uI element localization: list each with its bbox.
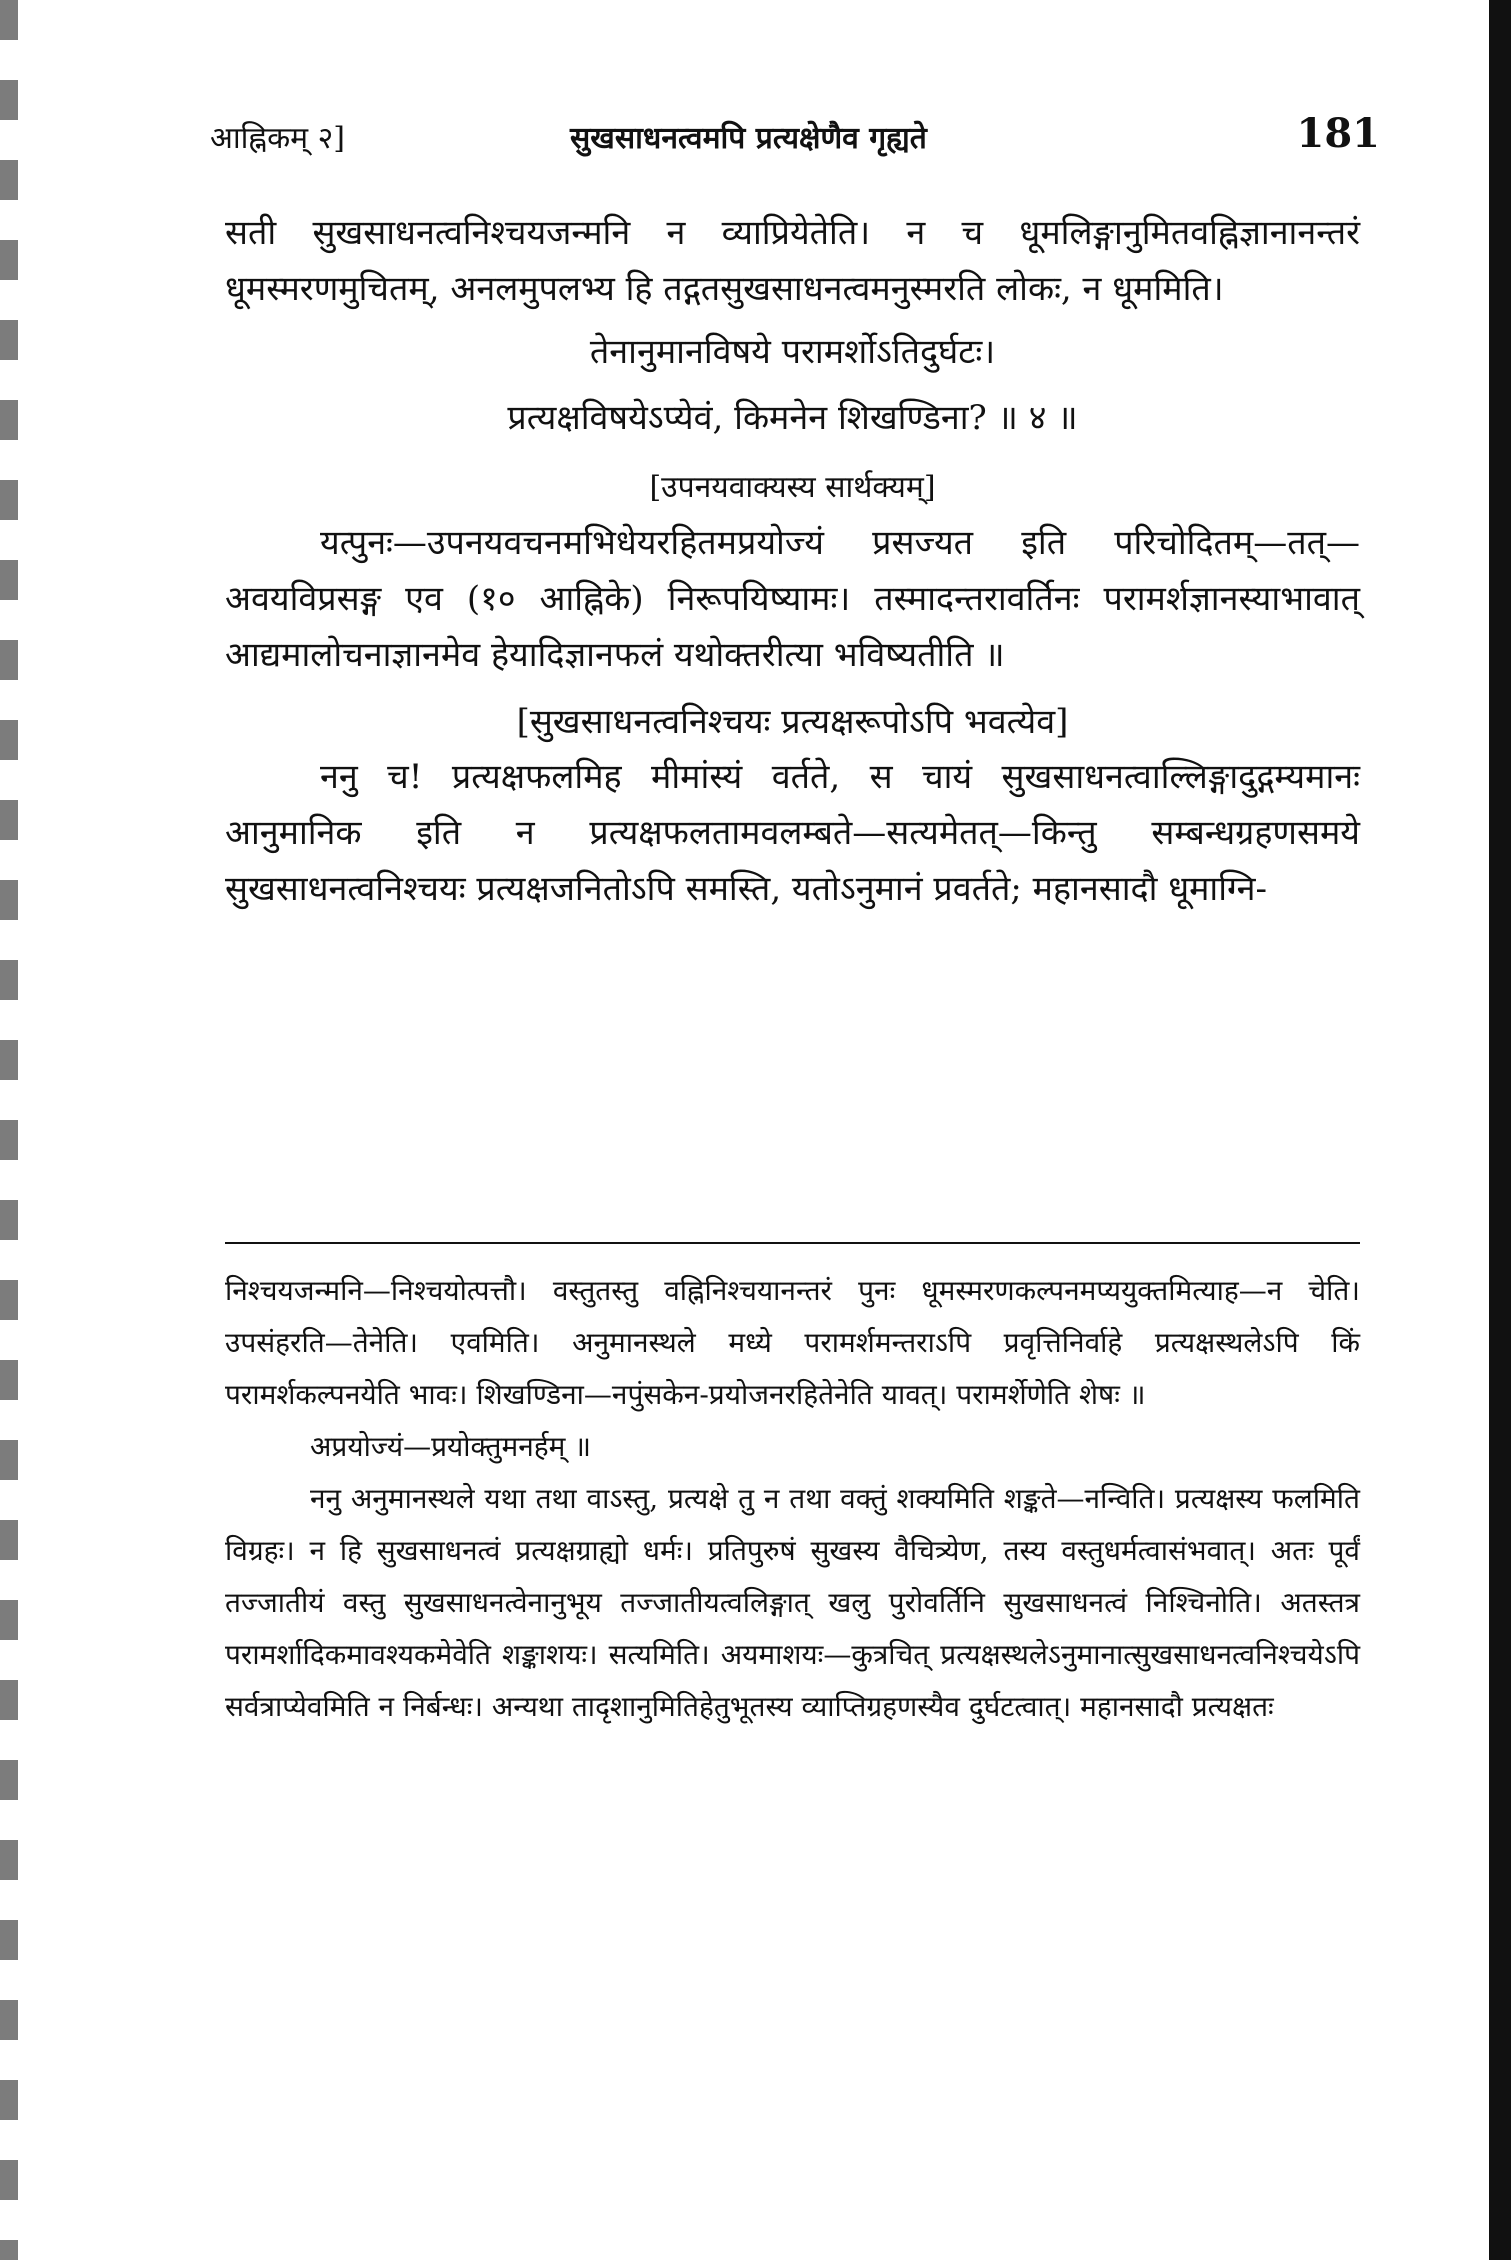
verse-line-1: तेनानुमानविषये परामर्शोऽतिदुर्घटः।	[589, 332, 996, 372]
verse-line-2: प्रत्यक्षविषयेऽप्येवं, किमनेन शिखण्डिना? ॥ ४ ॥	[507, 398, 1078, 438]
footnote-3: ननु अनुमानस्थले यथा तथा वाऽस्तु, प्रत्यक्षे तु न तथा वक्तुं शक्यमिति शङ्कते—नन्विति। प्रत्यक्षस्य फलमिति विग्रहः। न हि सुखसाधनत्वं प्रत्यक्षग्राह्यो धर्मः। प्रतिपुरुषं सुखस्य वैचित्र्येण, तस्य वस्तुधर्मत्वासंभवात्। अतः पूर्वं तज्जातीयं वस्तु सुखसाधनत्वेनानुभूय तज्जातीयत्वलिङ्गात् खलु पुरोवर्तिनि सुखसाधनत्वं निश्चिनोति। अतस्तत्र परामर्शादिकमावश्यकमेवेति शङ्काशयः। सत्यमिति। अयमाशयः—कुत्रचित् प्रत्यक्षस्थलेऽनुमानात्सुखसाधनत्वनिश्चयेऽपि सर्वत्राप्येवमिति न निर्बन्धः। अन्यथा तादृशानुमितिहेतुभूतस्य व्याप्तिग्रहणस्यैव दुर्घटत्वात्। महानसादौ प्रत्यक्षतः	[225, 1482, 1360, 1723]
footnote-2: अप्रयोज्यं—प्रयोक्तुमनर्हम् ॥	[310, 1430, 592, 1463]
footnote-1: निश्चयजन्मनि—निश्चयोत्पत्तौ। वस्तुतस्तु वह्निनिश्चयानन्तरं पुनः धूमस्मरणकल्पनमप्ययुक्तमित्याह—न चेति। उपसंहरति—तेनेति। एवमिति। अनुमानस्थले मध्ये परामर्शमन्तराऽपि प्रवृत्तिनिर्वाहे प्रत्यक्षस्थलेऽपि किं परामर्शकल्पनयेति भावः। शिखण्डिना—नपुंसकेन-प्रयोजनरहितेनेति यावत्। परामर्शेणेति शेषः ॥	[225, 1274, 1360, 1411]
running-title: सुखसाधनत्वमपि प्रत्यक्षेणैव गृह्यते	[570, 121, 927, 156]
page-edge	[1489, 0, 1511, 2260]
section-heading-2: [सुखसाधनत्वनिश्चयः प्रत्यक्षरूपोऽपि भवत्येव]	[516, 702, 1069, 742]
paragraph-2: यत्पुनः—उपनयवचनमभिधेयरहितमप्रयोज्यं प्रसज्यत इति परिचोदितम्—तत्—अवयविप्रसङ्ग एव (१० आह्निके) निरूपयिष्यामः। तस्मादन्तरावर्तिनः परामर्शज्ञानस्याभावात् आद्यमालोचनाज्ञानमेव हेयादिज्ञानफलं यथोक्तरीत्या भविष्यतीति ॥	[225, 523, 1360, 675]
binding-shadow	[0, 0, 18, 2260]
footnote-rule	[225, 1242, 1360, 1244]
running-header	[210, 110, 1380, 160]
paragraph-3: ननु च! प्रत्यक्षफलमिह मीमांस्यं वर्तते, स चायं सुखसाधनत्वाल्लिङ्गादुद्गम्यमानः आनुमानिक इति न प्रत्यक्षफलतामवलम्बते—सत्यमेतत्—किन्तु सम्बन्धग्रहणसमये सुखसाधनत्वनिश्चयः प्रत्यक्षजनितोऽपि समस्ति, यतोऽनुमानं प्रवर्तते; महानसादौ धूमाग्नि-	[225, 757, 1360, 909]
section-heading-1: [उपनयवाक्यस्य सार्थक्यम्]	[649, 470, 936, 505]
main-text	[225, 205, 1360, 917]
chapter-label: आह्निकम् २]	[210, 121, 345, 156]
paragraph-1: सती सुखसाधनत्वनिश्चयजन्मनि न व्याप्रियेतेति। न च धूमलिङ्गानुमितवह्निज्ञानानन्तरं धूमस्मरणमुचितम्, अनलमुपलभ्य हि तद्गतसुखसाधनत्वमनुस्मरति लोकः, न धूममिति।	[225, 213, 1360, 309]
footnotes	[225, 1265, 1360, 1733]
page-number: 181	[1296, 110, 1380, 157]
